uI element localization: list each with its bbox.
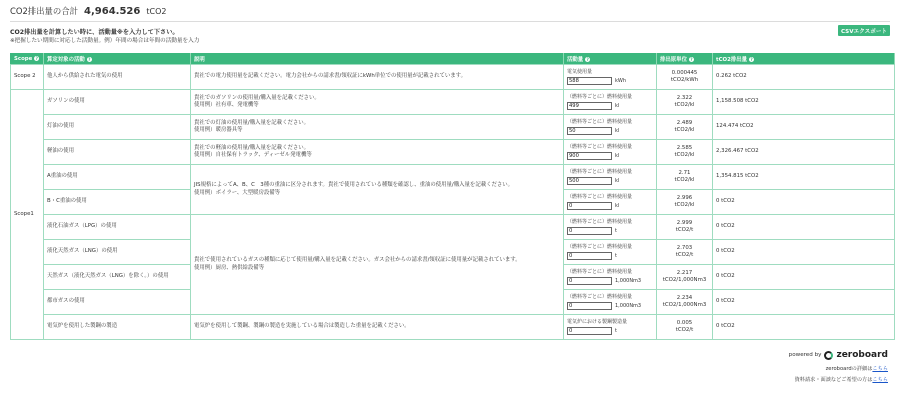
activity-cell (564, 90, 657, 115)
factor-cell (657, 265, 713, 290)
factor-unit: tCO2/kl (674, 102, 695, 108)
factor-cell (657, 290, 713, 315)
factor-unit: tCO2/t (675, 252, 694, 258)
activity-cell (564, 290, 657, 315)
activity-cell (564, 190, 657, 215)
activity-unit: 1,000Nm3 (615, 302, 642, 309)
activity-label: （燃料等ごとに）燃料使用量 (567, 169, 633, 176)
activity-unit: kl (615, 152, 620, 159)
contact-link-line: 資料請求・面談などご希望の方はこちら (794, 377, 888, 383)
desc-cell: 貴社での軽油の使用量/購入量を記載ください。 使用例）自社保有トラック、ディーゼル発電機等 (191, 140, 564, 165)
col-emission: tCO2排出量 ? (713, 54, 895, 65)
help-icon[interactable]: ? (750, 57, 753, 62)
table-row (11, 215, 895, 240)
factor-unit: tCO2/1,000Nm3 (662, 302, 707, 308)
emission-cell: 0.262 tCO2 (713, 65, 895, 90)
factor-cell (657, 115, 713, 140)
activity-input[interactable] (567, 302, 612, 310)
instruction-main: CO2排出量を計算したい時に、活動量※を入力して下さい。 (10, 29, 179, 36)
emission-cell: 0 tCO2 (713, 315, 895, 340)
activity-cell (564, 215, 657, 240)
factor-value: 2.703 (676, 244, 693, 251)
powered-by-text: powered by (788, 352, 822, 358)
details-link[interactable]: こちら (872, 366, 888, 372)
emission-cell: 1,354.815 tCO2 (713, 165, 895, 190)
factor-unit: tCO2/kl (674, 177, 695, 183)
target-cell: 液化天然ガス（LNG）の使用 (44, 240, 191, 265)
activity-label: （燃料等ごとに）燃料使用量 (567, 269, 633, 276)
emission-cell: 0 tCO2 (713, 265, 895, 290)
desc-cell: JIS規格によってA、B、C 3種の重油に区分されます。貴社で使用されている種類を確認し、重油の使用量/購入量を記載ください。 使用例）ボイラー、大型暖房設備等 (191, 165, 564, 215)
activity-unit: 1,000Nm3 (615, 277, 642, 284)
activity-cell (564, 265, 657, 290)
desc-cell: 貴社でのガソリンの使用量/購入量を記載ください。 使用例）社有車、発電機等 (191, 90, 564, 115)
target-cell: 灯油の使用 (44, 115, 191, 140)
activity-input[interactable] (567, 177, 612, 185)
target-cell: 天然ガス（液化天然ガス（LNG）を除く。）の使用 (44, 265, 191, 290)
activity-input[interactable] (567, 227, 612, 235)
activity-label: （燃料等ごとに）燃料使用量 (567, 294, 633, 301)
activity-label: 電気使用量 (567, 69, 593, 76)
details-link-line: zeroboardの詳細はこちら (825, 366, 888, 372)
scope-cell: Scope 2 (11, 65, 44, 90)
target-cell: 液化石油ガス（LPG）の使用 (44, 215, 191, 240)
factor-cell (657, 65, 713, 90)
activity-label: （燃料等ごとに）燃料使用量 (567, 119, 633, 126)
activity-label: （燃料等ごとに）燃料使用量 (567, 94, 633, 101)
activity-label: （燃料等ごとに）燃料使用量 (567, 194, 633, 201)
zeroboard-logo-text: zeroboard (836, 350, 888, 360)
target-cell: B・C重油の使用 (44, 190, 191, 215)
factor-value: 0.005 (676, 319, 693, 326)
activity-label: （燃料等ごとに）燃料使用量 (567, 219, 633, 226)
factor-cell (657, 315, 713, 340)
factor-cell (657, 240, 713, 265)
activity-unit: kl (615, 177, 620, 184)
table-row (11, 315, 895, 340)
instruction-note: ※把握したい期間に対応した活動量。例）年間の場合は年間の活動量を入力 (10, 38, 200, 44)
table-row (11, 165, 895, 190)
activity-input[interactable] (567, 277, 612, 285)
table-row (11, 140, 895, 165)
col-factor: 排出原単位 ? (657, 54, 713, 65)
emission-cell: 1,158.508 tCO2 (713, 90, 895, 115)
total-unit: tCO2 (146, 7, 167, 16)
activity-cell (564, 240, 657, 265)
table-row (11, 65, 895, 90)
target-cell: ガソリンの使用 (44, 90, 191, 115)
desc-cell: 貴社で使用されているガスの種類に応じて使用量/購入量を記載ください。ガス会社からの請求書/領収証に使用量が記載されています。 使用例）厨房、熱供給設備等 (191, 215, 564, 315)
activity-cell (564, 140, 657, 165)
desc-cell: 貴社での電力使用量を記載ください。電力会社からの請求書/領収証にkWh単位での使用量が記載されています。 (191, 65, 564, 90)
factor-unit: tCO2/kl (674, 127, 695, 133)
col-desc: 説明 (191, 54, 564, 65)
activity-label: （燃料等ごとに）燃料使用量 (567, 144, 633, 151)
factor-cell (657, 165, 713, 190)
emission-table (10, 53, 895, 340)
activity-input[interactable] (567, 327, 612, 335)
csv-export-button[interactable]: CSVエクスポート (838, 25, 890, 36)
factor-unit: tCO2/kl (674, 152, 695, 158)
factor-cell (657, 140, 713, 165)
factor-cell (657, 190, 713, 215)
col-activity: 活動量 ? (564, 54, 657, 65)
col-target: 算定対象の活動 ? (44, 54, 191, 65)
factor-unit: tCO2/kl (674, 202, 695, 208)
table-row (11, 90, 895, 115)
factor-value: 2.585 (676, 144, 693, 151)
target-cell: 都市ガスの使用 (44, 290, 191, 315)
total-value: 4,964.526 (84, 6, 141, 17)
target-cell: 他人から供給された電気の使用 (44, 65, 191, 90)
activity-cell (564, 115, 657, 140)
activity-input[interactable] (567, 77, 612, 85)
factor-value: 2.234 (676, 294, 693, 301)
activity-input[interactable] (567, 152, 612, 160)
factor-unit: tCO2/t (675, 327, 694, 333)
activity-unit: t (615, 252, 617, 259)
activity-cell (564, 165, 657, 190)
desc-cell: 貴社での灯油の使用量/購入量を記載ください。 使用例）暖房器具等 (191, 115, 564, 140)
activity-input[interactable] (567, 252, 612, 260)
header-divider (10, 21, 890, 22)
factor-value: 2.996 (676, 194, 693, 201)
total-emission-header (10, 5, 166, 17)
emission-cell: 2,326.467 tCO2 (713, 140, 895, 165)
help-icon[interactable]: ? (88, 57, 91, 62)
activity-label: （燃料等ごとに）燃料使用量 (567, 244, 633, 251)
factor-cell (657, 215, 713, 240)
emission-cell: 0 tCO2 (713, 215, 895, 240)
help-icon[interactable]: ? (35, 56, 38, 61)
factor-value: 2.489 (676, 119, 693, 126)
activity-input[interactable] (567, 102, 612, 110)
help-icon[interactable]: ? (586, 57, 589, 62)
factor-value: 2.71 (678, 169, 691, 176)
col-scope: Scope ? (11, 54, 44, 65)
emission-cell: 0 tCO2 (713, 240, 895, 265)
activity-input[interactable] (567, 202, 612, 210)
zeroboard-logo-icon (824, 351, 833, 360)
emission-cell: 124.474 tCO2 (713, 115, 895, 140)
scope-cell: Scope1 (11, 90, 44, 340)
help-icon[interactable]: ? (690, 57, 693, 62)
emission-cell: 0 tCO2 (713, 190, 895, 215)
activity-unit: kWh (615, 77, 627, 84)
emission-cell: 0 tCO2 (713, 290, 895, 315)
factor-unit: tCO2/1,000Nm3 (662, 277, 707, 283)
activity-cell (564, 65, 657, 90)
factor-value: 2.217 (676, 269, 693, 276)
activity-label: 電気炉における製鋼製造量 (567, 319, 628, 326)
activity-unit: kl (615, 127, 620, 134)
factor-value: 0.000445 (671, 69, 698, 76)
activity-unit: t (615, 327, 617, 334)
activity-input[interactable] (567, 127, 612, 135)
activity-cell (564, 315, 657, 340)
factor-value: 2.999 (676, 219, 693, 226)
contact-link[interactable]: こちら (872, 377, 888, 383)
table-header-row (11, 54, 895, 65)
target-cell: 電気炉を使用した製鋼の製造 (44, 315, 191, 340)
activity-unit: t (615, 227, 617, 234)
factor-unit: tCO2/kWh (670, 77, 699, 83)
target-cell: 軽油の使用 (44, 140, 191, 165)
total-label: CO2排出量の合計 (10, 6, 79, 16)
activity-unit: kl (615, 202, 620, 209)
target-cell: A重油の使用 (44, 165, 191, 190)
powered-by (789, 350, 888, 360)
factor-unit: tCO2/t (675, 227, 694, 233)
table-row (11, 115, 895, 140)
activity-unit: kl (615, 102, 620, 109)
factor-cell (657, 90, 713, 115)
factor-value: 2.322 (676, 94, 693, 101)
desc-cell: 電気炉を使用して製鋼、製鋼の製造を実施している場合は製造した重量を記載ください。 (191, 315, 564, 340)
